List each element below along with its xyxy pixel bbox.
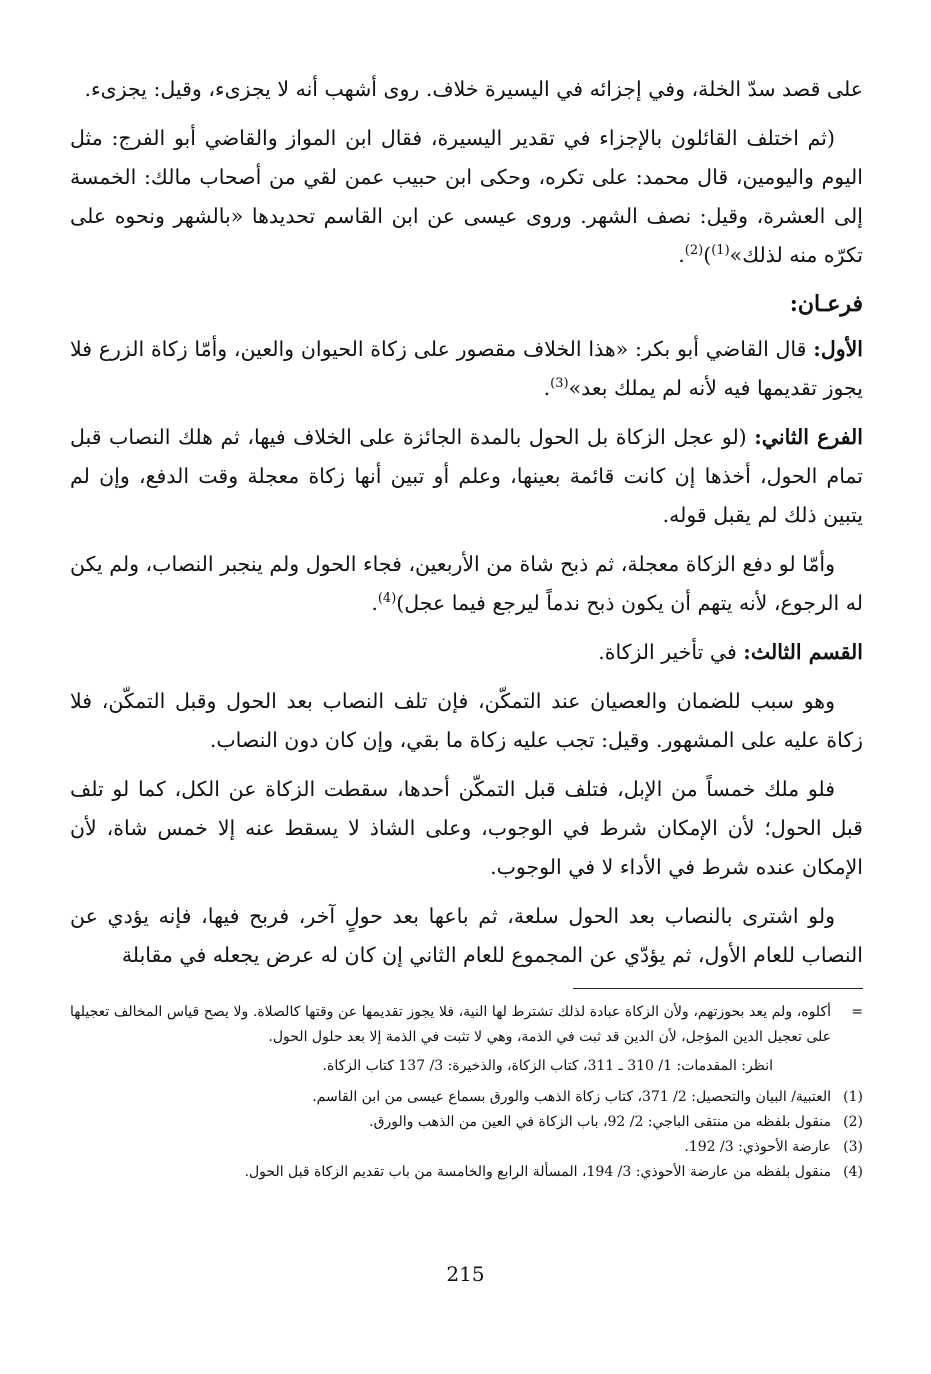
footnote-continuation	[70, 1000, 863, 1050]
punctuation: .	[678, 243, 685, 267]
footnote-text: منقول بلفظه من منتقى الباجي: 2/ 92، باب الزكاة في العين من الذهب والورق.	[369, 1114, 831, 1130]
paragraph	[70, 633, 863, 672]
footnote-text: عارضة الأحوذي: 3/ 192.	[684, 1139, 831, 1155]
paragraph-text: في تأخير الزكاة.	[598, 640, 737, 664]
footnotes	[70, 1000, 863, 1185]
footnote-item	[70, 1085, 863, 1110]
footnote-ref[interactable]: (2)	[684, 243, 704, 259]
footnote-text: منقول بلفظه من عارضة الأحوذي: 3/ 194، المسألة الرابع والخامسة من باب تقديم الزكاة قبل الحول.	[244, 1164, 831, 1180]
paragraph: ولو اشترى بالنصاب بعد الحول سلعة، ثم باعها بعد حولٍ آخر، فربح فيها، فإنه يؤدي عن النصاب للعام الأول، ثم يؤدّي عن المجموع للعام الثاني إن كان له عرض يجعله في مقابلة	[70, 904, 863, 967]
lead-term: الأول:	[813, 337, 863, 361]
punctuation: .	[371, 591, 378, 615]
footnote-number: (4)	[843, 1164, 863, 1180]
section-heading: فرعـان:	[789, 291, 863, 317]
punctuation: .	[543, 376, 551, 400]
footnote-number: (2)	[843, 1114, 863, 1130]
footnote-ref[interactable]: (1)	[711, 243, 730, 259]
footnote-number: (1)	[843, 1089, 863, 1105]
footnote-divider	[573, 988, 863, 989]
footnote-see-also	[70, 1054, 863, 1079]
lead-term: الفرع الثاني:	[754, 425, 863, 449]
paragraph: (ثم اختلف القائلون بالإجزاء في تقدير اليسيرة، فقال ابن المواز والقاضي أبو الفرج: مثل اليوم واليومين، قال محمد: على تكره، وحكى ابن حبيب عمن لقي من أصحاب مالك: الخمسة إلى العشرة، وقيل: نصف الشهر. وروى عيسى عن ابن القاسم تحديدها «بالشهر ونحوه على تكرّه منه لذلك»$^{(1)}$)$^{(2)}$.	[70, 126, 863, 267]
footnote-item	[70, 1110, 863, 1135]
footnote-ref[interactable]: (3)	[550, 376, 569, 392]
paragraph-text: (ثم اختلف القائلون بالإجزاء في تقدير اليسيرة، فقال ابن المواز والقاضي أبو الفرج: مثل اليوم واليومين، قال محمد: على تكره، وحكى ابن حبيب عمن لقي من أصحاب مالك: الخمسة إلى العشرة، وقيل: نصف الشهر. وروى عيسى عن ابن القاسم تحديدها «بالشهر ونحوه على تكرّه منه لذلك»	[70, 126, 863, 267]
footnote-text: أكلوه، ولم يعد بحوزتهم، ولأن الزكاة عبادة لذلك تشترط لها النية، فلا يجوز تقديمها عن وقتها كالصلاة. ولا يصح قياس المخالف تعجيلها على تعجيل الدين المؤجل، لأن الدين قد ثبت في الذمة، وهي لا تثبت في الذمة إلا بعد حلول الحول.	[70, 1004, 831, 1045]
footnote-item	[70, 1160, 863, 1185]
footnote-ref[interactable]: (4)	[377, 591, 397, 607]
paragraph: وهو سبب للضمان والعصيان عند التمكّن، فإن تلف النصاب بعد الحول وقبل التمكّن، فلا زكاة عليه على المشهور. وقيل: تجب عليه زكاة ما بقي، وإن كان دون النصاب.	[70, 689, 863, 752]
paragraph-text: قال القاضي أبو بكر: «هذا الخلاف مقصور على زكاة الحيوان والعين، وأمّا زكاة الزرع فلا يجوز تقديمها فيه لأنه لم يملك بعد»	[70, 337, 863, 400]
footnote-number: (3)	[843, 1139, 863, 1155]
paragraph	[70, 545, 863, 623]
footnote-item	[70, 1135, 863, 1160]
continuation-mark: =	[851, 1004, 863, 1020]
paragraph	[70, 330, 863, 408]
main-text	[70, 70, 863, 975]
page-number: 215	[446, 1262, 485, 1286]
lead-term: القسم الثالث:	[743, 640, 863, 664]
paragraph-text: (لو عجل الزكاة بل الحول بالمدة الجائزة على الخلاف فيها، ثم هلك النصاب قبل تمام الحول، أخذها إن كانت قائمة بعينها، وعلم أو تبين أنها زكاة معجلة وقت الدفع، وإن لم يتبين ذلك لم يقبل قوله.	[70, 425, 863, 527]
paragraph: على قصد سدّ الخلة، وفي إجزائه في اليسيرة خلاف. روى أشهب أنه لا يجزىء، وقيل: يجزىء.	[84, 77, 863, 101]
paragraph: فلو ملك خمساً من الإبل، فتلف قبل التمكّن أحدها، سقطت الزكاة عن الكل، كما لو تلف قبل الحول؛ لأن الإمكان شرط في الوجوب، وعلى الشاذ لا يسقط عنه إلا خمس شاة، لأن الإمكان عنده شرط في الأداء لا في الوجوب.	[70, 777, 863, 879]
paragraph-text: وأمّا لو دفع الزكاة معجلة، ثم ذبح شاة من الأربعين، فجاء الحول ولم ينجبر النصاب، ولم يكن له الرجوع، لأنه يتهم أن يكون ذبح ندماً ليرجع فيما عجل)	[70, 552, 863, 615]
paragraph	[70, 418, 863, 535]
footnote-text: العتبية/ البيان والتحصيل: 2/ 371، كتاب زكاة الذهب والورق بسماع عيسى من ابن القاسم.	[312, 1089, 831, 1105]
footnote-text: انظر: المقدمات: 1/ 310 ـ 311، كتاب الزكاة، والذخيرة: 3/ 137 كتاب الزكاة.	[322, 1058, 773, 1074]
